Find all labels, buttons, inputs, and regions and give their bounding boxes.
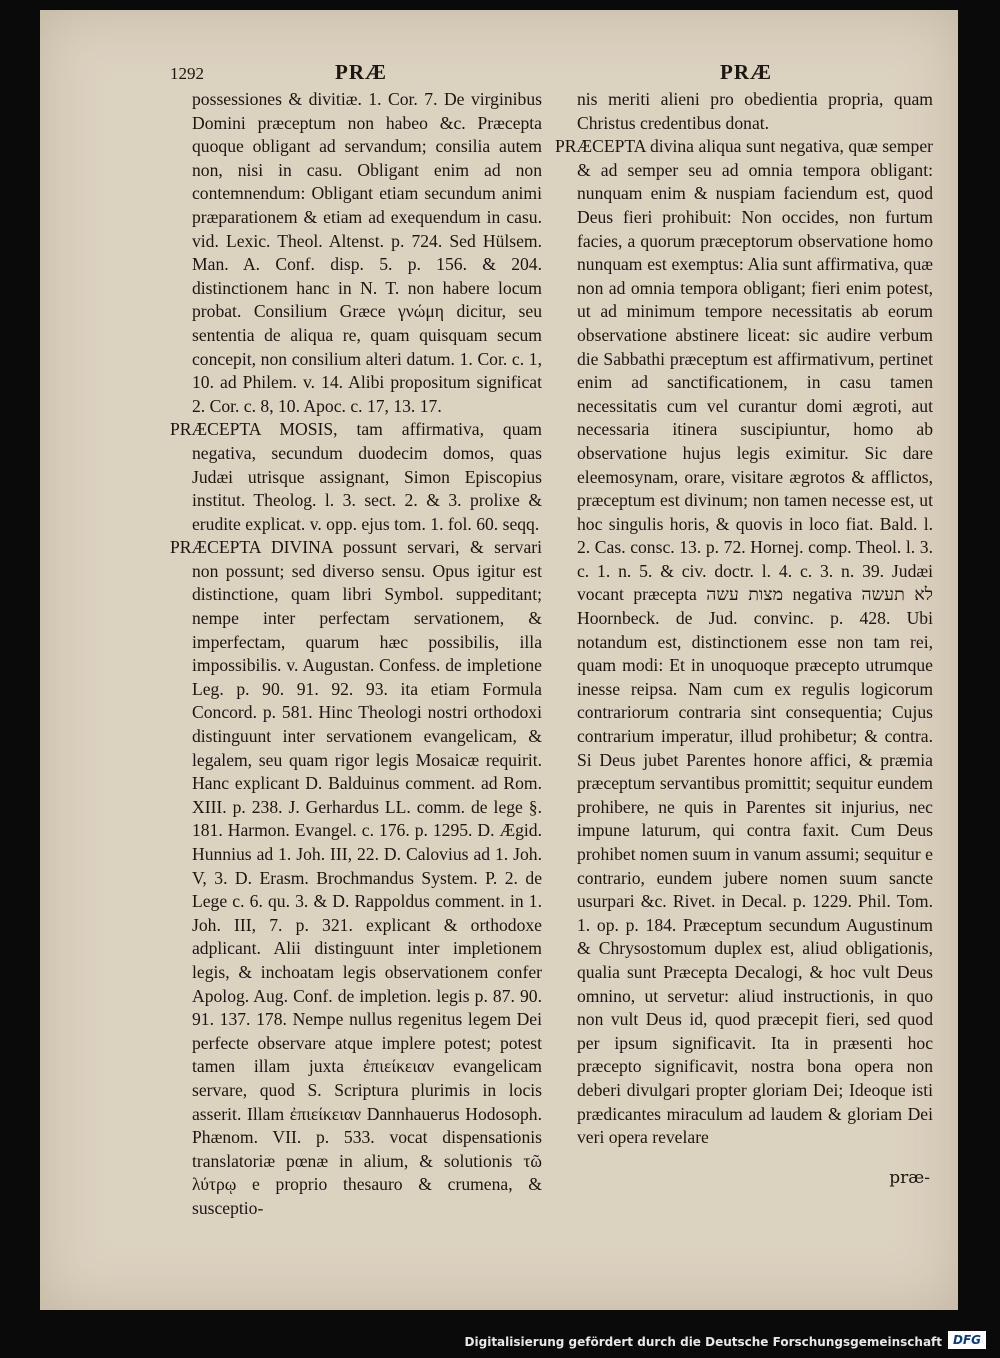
- entry-praecepta-mosis: PRÆCEPTA MOSIS, tam affirmativa, quam negativa, secundum duodecim domos, quas Judæi utrisque assignant, Simon Episcopius institut. Theolog. l. 3. sect. 2. & 3. prolixe & erudite explicat. v. opp. ejus tom. 1. fol. 60. seqq.: [170, 419, 542, 534]
- running-head-right: PRÆ: [720, 60, 772, 84]
- footer-bar: [0, 1310, 1000, 1358]
- paragraph: nis meriti alieni pro obedientia propria, quam Christus credentibus donat.: [577, 89, 933, 133]
- right-column: [555, 88, 933, 1150]
- funding-notice: Digitalisierung gefördert durch die Deutsche Forschungsgemeinschaft: [464, 1335, 942, 1349]
- entry-praecepta-negativa: PRÆCEPTA divina aliqua sunt negativa, quæ semper & ad semper seu ad omnia tempora obligant: nunquam enim & nuspiam faciendum est, quod Deus fieri prohibuit: Non occides, non furtum facies, a quorum præceptorum observatione homo nunquam est exemptus: Alia sunt affirmativa, quæ non ad omnia tempora obligant; fieri enim potest, ut ad minimum tempore necessitatis ab eorum observatione abstinere liceat: sic audire verbum die Sabbathi præceptum est affirmativum, pertinet enim ad sanctificationem, in casu tamen necessitatis cum vel curantur domi ægroti, aut necessaria itinera suscipiuntur, homo ab observatione hujus legis eximitur. Sic dare eleemosynam, orare, visitare ægrotos & afflictos, præceptum est divinum; non tamen necesse est, ut hoc singulis horis, & quovis in loco fiat. Bald. l. 2. Cas. consc. 13. p. 72. Hornej. comp. Theol. l. 3. c. 1. n. 5. & civ. doctr. l. 4. c. 3. n. 39. Judæi vocant præcepta מצות עשה negativa לא תעשה Hoornbeck. de Jud. convinc. p. 428. Ubi notandum est, distinctionem esse non tam rei, quam modi: Et in unoquoque præcepto utrumque inesse reipsa. Nam cum ex regulis logicorum contrariorum contraria sint consequentia; Cujus contrarium imperatur, illud prohibetur; & contra. Si Deus jubet Parentes honore affici, & præmia præceptum servantibus promittit; sequitur eundem prohibere, ne quis in Parentes sit injurius, nec impune laturum, qui contra faxit. Cum Deus prohibet nomen suum in vanum assumi; sequitur e contrario, eundem jubere nomen suum sancte usurpari &c. Rivet. in Decal. p. 1229. Phil. Tom. 1. op. p. 184. Præceptum secundum Augustinum & Chrysostomum duplex est, aliud obligationis, qualia sunt Præcepta Decalogi, & hoc vult Deus omnino, ut servetur: aliud instructionis, in quo non vult Deus id, quod præcepit fieri, sed quod per ipsum significavit. Ita in præsenti hoc præcepto significavit, nostra bona opera non deberi divulgari propter gloriam Dei; Ideoque isti prædicantes miraculum ad laudem & gloriam Dei veri opera revelare: [555, 136, 934, 1148]
- catchword: præ-: [889, 1168, 930, 1188]
- running-head-left: PRÆ: [335, 60, 387, 84]
- book-page: [40, 10, 958, 1310]
- left-column: [170, 88, 542, 1221]
- page-number: 1292: [170, 64, 204, 83]
- dfg-logo-icon: DFG: [948, 1331, 986, 1349]
- page-header: [40, 60, 958, 90]
- paragraph: possessiones & divitiæ. 1. Cor. 7. De virginibus Domini præceptum non habeo &c. Præcepta quoque obligant ad servandum; consilia autem non, nisi in casu. Obligant enim ad non contemnendum: Obligant etiam secundum animi præparationem & etiam ad exequendum in casu. vid. Lexic. Theol. Altenst. p. 724. Sed Hülsem. Man. A. Conf. disp. 5. p. 156. & 204. distinctionem hanc in N. T. non habere locum probat. Consilium Græce γνώμη dicitur, seu sententia de aliqua re, quam quisquam secum concepit, non consilium alteri datum. 1. Cor. c. 1, 10. ad Philem. v. 14. Alibi propositum significat 2. Cor. c. 8, 10. Apoc. c. 17, 13. 17.: [192, 89, 542, 416]
- entry-praecepta-divina: PRÆCEPTA DIVINA possunt servari, & servari non possunt; sed diverso sensu. Opus igitur est distinctione, quam libri Symbol. suppeditant; nempe inter perfectam servationem, & imperfectam, quarum hæc possibilis, illa impossibilis. v. Augustan. Confess. de impletione Leg. p. 90. 91. 92. 93. ita etiam Formula Concord. p. 581. Hinc Theologi nostri orthodoxi distinguunt inter servationem evangelicam, & legalem, seu quam rigor legis Mosaicæ requirit. Hanc explicant D. Balduinus comment. ad Rom. XIII. p. 238. J. Gerhardus LL. comm. de lege §. 181. Harmon. Evangel. c. 176. p. 1295. D. Ægid. Hunnius ad 1. Joh. III, 22. D. Calovius ad 1. Joh. V, 3. D. Erasm. Brochmandus System. P. 2. de Lege c. 6. qu. 3. & D. Rappoldus comment. in 1. Joh. III, 7. p. 321. explicant & orthodoxe adplicant. Alii distinguunt inter impletionem legis, & inchoatam legis observationem confer Apolog. Aug. Conf. de impletion. legis p. 87. 90. 91. 137. 178. Nempe nullus regenitus legem Dei perfecte observare atque implere potest; potest tamen illam juxta ἐπιείκειαν evangelicam servare, quod S. Scriptura plurimis in locis asserit. Illam ἐπιείκειαν Dannhauerus Hodosoph. Phænom. VII. p. 533. vocat dispensationis translatoriæ pœnæ in alium, & solutionis τῶ λύτρῳ e proprio thesauro & crumena, & susceptio-: [170, 537, 542, 1218]
